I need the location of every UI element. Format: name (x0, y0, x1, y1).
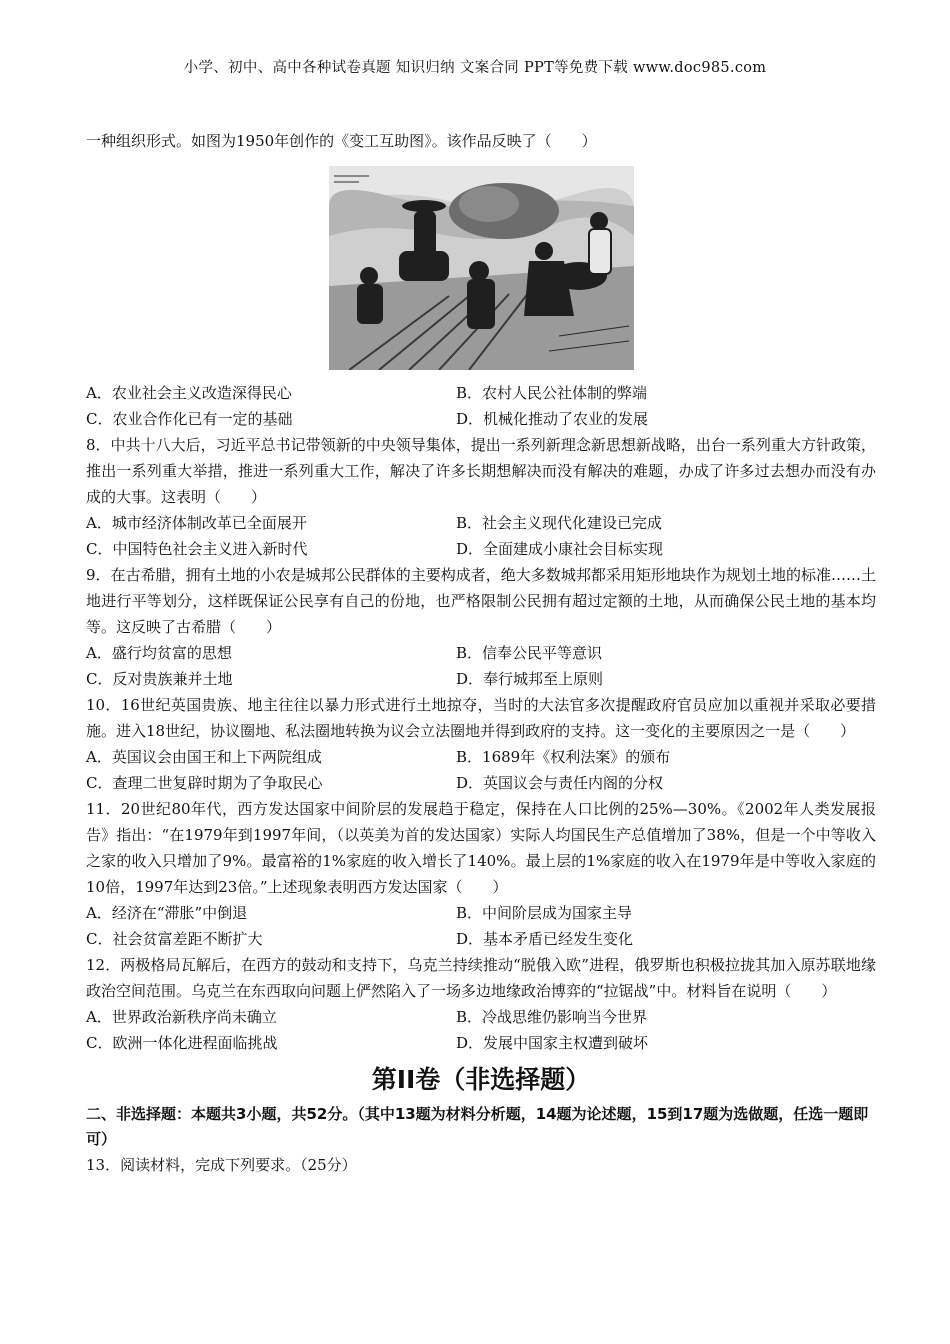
q11-option-c[interactable]: C．社会贫富差距不断扩大 (86, 930, 263, 948)
q12-option-d[interactable]: D．发展中国家主权遭到破坏 (456, 1034, 649, 1052)
q11-stem: 11．20世纪80年代，西方发达国家中间阶层的发展趋于稳定，保持在人口比例的25%—30%。《2002年人类发展报告》指出：“在1979年到1997年间，（以英美为首的发达国家）实际人均国民生产总值增加了38%，但是一个中等收入之家的收入只增加了9%。最富裕的1%家庭的收入增长了140%。最上层的1%家庭的收入在1979年是中等收入家庭的10倍，1997年达到23倍。”上述现象表明西方发达国家（ ） (86, 800, 876, 896)
section-heading: 二、非选择题：本题共3小题，共52分。（其中13题为材料分析题，14题为论述题，15到17题为选做题，任选一题即可） (86, 1105, 869, 1148)
q9-options (86, 640, 876, 692)
q12-stem: 12．两极格局瓦解后，在西方的鼓动和支持下，乌克兰持续推动“脱俄入欧”进程，俄罗斯也积极拉拢其加入原苏联地缘政治空间范围。乌克兰在东西取向问题上俨然陷入了一场多边地缘政治博弈的“拉锯战”中。材料旨在说明（ ） (86, 956, 876, 1000)
q7-option-c[interactable]: C．农业合作化已有一定的基础 (86, 410, 293, 428)
q8-option-a[interactable]: A．城市经济体制改革已全面展开 (86, 514, 307, 532)
woodcut-illustration (329, 166, 634, 370)
q10-option-a[interactable]: A．英国议会由国王和上下两院组成 (86, 748, 322, 766)
q10-options (86, 744, 876, 796)
q9-option-b[interactable]: B．信奉公民平等意识 (456, 644, 603, 662)
q9-option-a[interactable]: A．盛行均贫富的思想 (86, 644, 232, 662)
q11-option-a[interactable]: A．经济在“滞胀”中倒退 (86, 904, 248, 922)
q8-stem: 8．中共十八大后，习近平总书记带领新的中央领导集体，提出一系列新理念新思想新战略，出台一系列重大方针政策，推出一系列重大举措，推进一系列重大工作，解决了许多长期想解决而没有解决的难题，办成了许多过去想办而没有办成的大事。这表明（ ） (86, 436, 876, 506)
q12-option-b[interactable]: B．冷战思维仍影响当今世界 (456, 1008, 648, 1026)
q10-option-c[interactable]: C．查理二世复辟时期为了争取民心 (86, 774, 323, 792)
exam-content (86, 128, 876, 1178)
q7-options (86, 380, 876, 432)
q7-stem-tail: 一种组织形式。如图为1950年创作的《变工互助图》。该作品反映了（ ） (86, 132, 597, 150)
q9-option-c[interactable]: C．反对贵族兼并土地 (86, 670, 233, 688)
q10-option-b[interactable]: B．1689年《权利法案》的颁布 (456, 748, 671, 766)
q12-options (86, 1004, 876, 1056)
volume-title: 第II卷（非选择题） (371, 1065, 591, 1094)
q8-option-b[interactable]: B．社会主义现代化建设已完成 (456, 514, 663, 532)
woodcut-image (329, 166, 634, 370)
q9-option-d[interactable]: D．奉行城邦至上原则 (456, 670, 604, 688)
q13-stem: 13．阅读材料，完成下列要求。（25分） (86, 1156, 357, 1174)
q10-stem: 10．16世纪英国贵族、地主往往以暴力形式进行土地掠夺，当时的大法官多次提醒政府官员应加以重视并采取必要措施。进入18世纪，协议圈地、私法圈地转换为议会立法圈地并得到政府的支持。这一变化的主要原因之一是（ ） (86, 696, 876, 740)
q7-option-b[interactable]: B．农村人民公社体制的弊端 (456, 384, 648, 402)
q7-option-d[interactable]: D．机械化推动了农业的发展 (456, 410, 649, 428)
q7-option-a[interactable]: A．农业社会主义改造深得民心 (86, 384, 292, 402)
q8-option-d[interactable]: D．全面建成小康社会目标实现 (456, 540, 664, 558)
q8-options (86, 510, 876, 562)
q11-option-b[interactable]: B．中间阶层成为国家主导 (456, 904, 633, 922)
q11-options (86, 900, 876, 952)
page-header: 小学、初中、高中各种试卷真题 知识归纳 文案合同 PPT等免费下载 www.doc985.com (183, 60, 767, 76)
q12-option-c[interactable]: C．欧洲一体化进程面临挑战 (86, 1034, 278, 1052)
q9-stem: 9．在古希腊，拥有土地的小农是城邦公民群体的主要构成者，绝大多数城邦都采用矩形地块作为规划土地的标准……土地进行平等划分，这样既保证公民享有自己的份地，也严格限制公民拥有超过定额的土地，从而确保公民土地的基本均等。这反映了古希腊（ ） (86, 566, 876, 636)
q11-option-d[interactable]: D．基本矛盾已经发生变化 (456, 930, 634, 948)
q12-option-a[interactable]: A．世界政治新秩序尚未确立 (86, 1008, 277, 1026)
q10-option-d[interactable]: D．英国议会与责任内阁的分权 (456, 774, 664, 792)
q8-option-c[interactable]: C．中国特色社会主义进入新时代 (86, 540, 308, 558)
